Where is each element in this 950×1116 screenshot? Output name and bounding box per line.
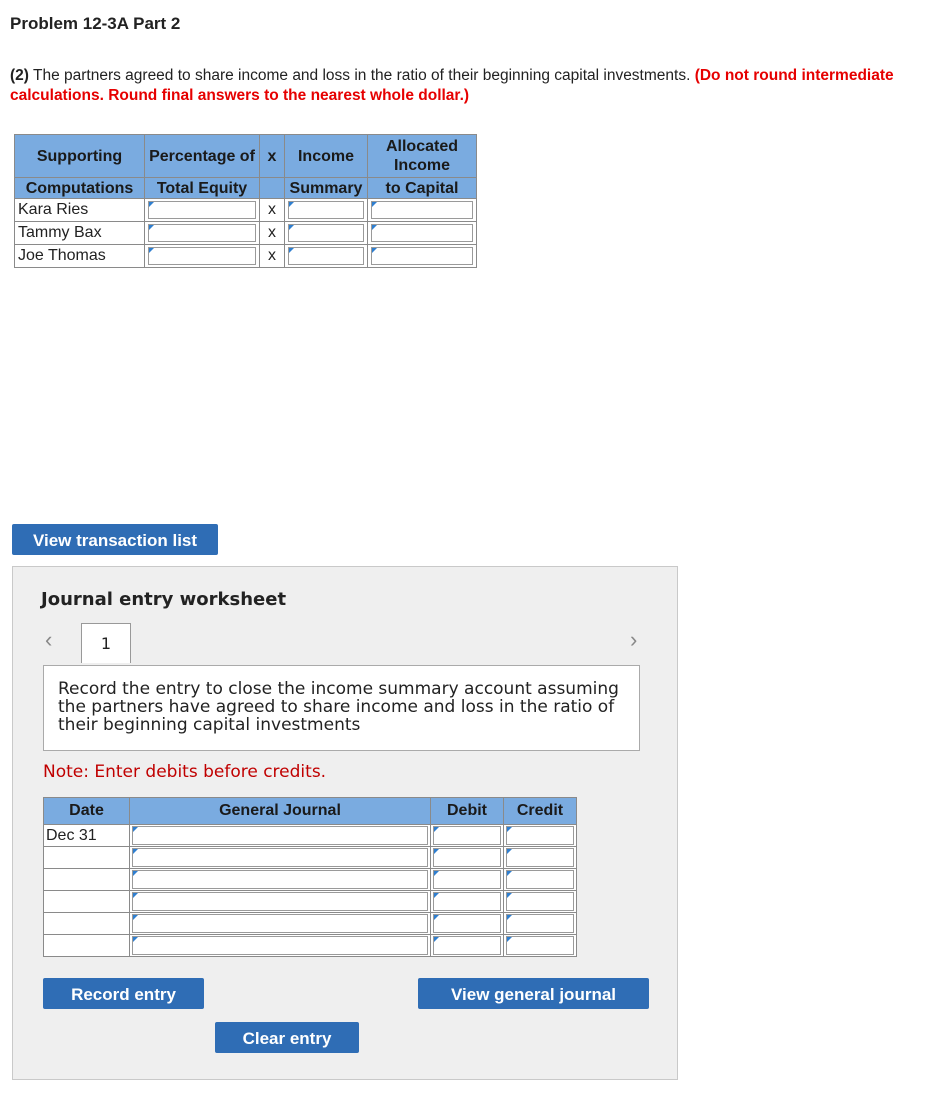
header-allocated-income: Allocated Income xyxy=(368,135,477,178)
header-supporting: Supporting xyxy=(15,135,145,178)
percentage-input[interactable] xyxy=(145,245,260,268)
credit-input[interactable] xyxy=(504,825,577,847)
account-input[interactable] xyxy=(130,825,431,847)
view-transaction-list-button[interactable]: View transaction list xyxy=(12,524,218,555)
allocated-income-input[interactable] xyxy=(368,199,477,222)
instruction-text: The partners agreed to share income and loss in the ratio of their beginning capital investments. xyxy=(28,67,695,84)
header-summary: Summary xyxy=(285,178,368,199)
journal-row xyxy=(44,869,577,891)
journal-entry-worksheet-panel xyxy=(12,566,678,1080)
account-input[interactable] xyxy=(130,869,431,891)
percentage-input[interactable] xyxy=(145,222,260,245)
record-entry-button[interactable]: Record entry xyxy=(43,978,204,1009)
header-to-capital: to Capital xyxy=(368,178,477,199)
journal-date xyxy=(44,935,130,957)
multiply-sign: x xyxy=(260,245,285,268)
page-tab-1[interactable]: 1 xyxy=(81,623,131,663)
journal-row xyxy=(44,913,577,935)
view-general-journal-button[interactable]: View general journal xyxy=(418,978,649,1009)
debit-input[interactable] xyxy=(431,891,504,913)
page-title: Problem 12-3A Part 2 xyxy=(10,14,181,33)
debit-input[interactable] xyxy=(431,847,504,869)
chevron-right-icon[interactable]: › xyxy=(630,627,638,652)
credit-input[interactable] xyxy=(504,847,577,869)
chevron-left-icon[interactable]: ‹ xyxy=(45,627,53,652)
journal-row xyxy=(44,825,577,847)
table-row xyxy=(15,245,477,268)
journal-date xyxy=(44,913,130,935)
debit-credit-note: Note: Enter debits before credits. xyxy=(43,762,327,782)
header-x: x xyxy=(260,135,285,178)
credit-input[interactable] xyxy=(504,869,577,891)
table-row xyxy=(15,199,477,222)
debit-input[interactable] xyxy=(431,935,504,957)
header-total-equity: Total Equity xyxy=(145,178,260,199)
supporting-computations-table xyxy=(14,134,477,268)
journal-row xyxy=(44,935,577,957)
header-credit: Credit xyxy=(504,798,577,825)
header-debit: Debit xyxy=(431,798,504,825)
percentage-input[interactable] xyxy=(145,199,260,222)
account-input[interactable] xyxy=(130,913,431,935)
header-percentage-of: Percentage of xyxy=(145,135,260,178)
account-input[interactable] xyxy=(130,935,431,957)
instruction-number: (2) xyxy=(10,67,29,84)
header-date: Date xyxy=(44,798,130,825)
instruction-emphasis: (Do not round intermediate calculations. Round final answers to the nearest whole dollar.) xyxy=(10,67,894,104)
journal-date xyxy=(44,847,130,869)
credit-input[interactable] xyxy=(504,891,577,913)
multiply-sign: x xyxy=(260,199,285,222)
general-journal-table xyxy=(43,797,577,957)
journal-date xyxy=(44,869,130,891)
header-x-blank xyxy=(260,178,285,199)
account-input[interactable] xyxy=(130,847,431,869)
multiply-sign: x xyxy=(260,222,285,245)
income-summary-input[interactable] xyxy=(285,245,368,268)
debit-input[interactable] xyxy=(431,869,504,891)
header-income: Income xyxy=(285,135,368,178)
instructions xyxy=(10,66,930,106)
credit-input[interactable] xyxy=(504,913,577,935)
entry-description: Record the entry to close the income summary account assuming the partners have agreed to share income and loss in the ratio of their beginning capital investments xyxy=(43,665,640,751)
clear-entry-button[interactable]: Clear entry xyxy=(215,1022,359,1053)
partner-name: Joe Thomas xyxy=(15,245,145,268)
income-summary-input[interactable] xyxy=(285,199,368,222)
journal-row xyxy=(44,847,577,869)
partner-name: Kara Ries xyxy=(15,199,145,222)
header-computations: Computations xyxy=(15,178,145,199)
debit-input[interactable] xyxy=(431,913,504,935)
allocated-income-input[interactable] xyxy=(368,222,477,245)
debit-input[interactable] xyxy=(431,825,504,847)
worksheet-title: Journal entry worksheet xyxy=(41,589,287,610)
income-summary-input[interactable] xyxy=(285,222,368,245)
header-general-journal: General Journal xyxy=(130,798,431,825)
journal-row xyxy=(44,891,577,913)
credit-input[interactable] xyxy=(504,935,577,957)
account-input[interactable] xyxy=(130,891,431,913)
journal-date: Dec 31 xyxy=(44,825,130,847)
partner-name: Tammy Bax xyxy=(15,222,145,245)
table-row xyxy=(15,222,477,245)
journal-date xyxy=(44,891,130,913)
allocated-income-input[interactable] xyxy=(368,245,477,268)
